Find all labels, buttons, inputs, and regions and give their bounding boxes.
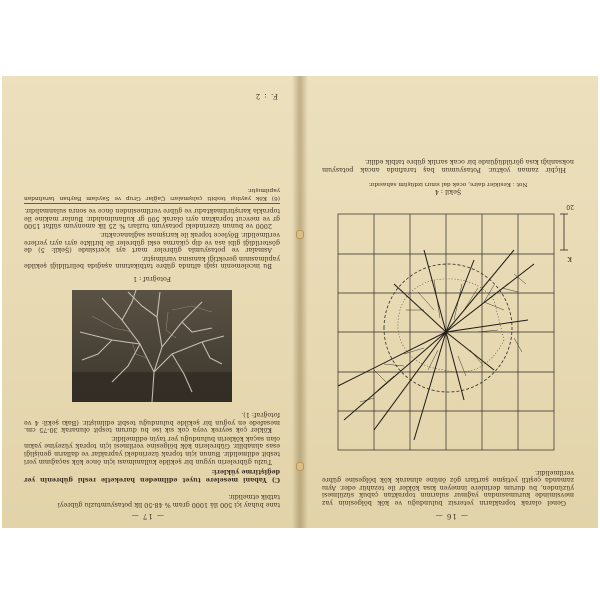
left-paragraph-2: Kökler çok seyrek veya çok sık ise bu durum tespit olunarak 30-75 cm. mesafede en yoğun bir şekilde bulunduğu tesbit edilmiştir. (Bakı şekil: 4 ve fotoğraf: 1). <box>24 411 280 435</box>
photo-block <box>72 275 232 402</box>
figure-4 <box>322 198 574 460</box>
figure-axis-label: K <box>567 255 572 263</box>
left-page-signature: F. : 2 <box>254 92 278 100</box>
open-book <box>2 76 598 528</box>
left-page-content <box>24 185 280 508</box>
page-left <box>2 76 300 528</box>
binding-staple-bottom <box>296 462 304 471</box>
left-lower-paragraph-2: Asmalar ve potasyumla gübreler mart ayı içerisinde (Şekil: 5) de gösterildiği gibi asa ve dip çıkarma eski gübreler ile birlikte ayrı ayrı yerlere verilmelidir. Böylece toprak ile karışması sağlanacaktır. <box>24 231 280 255</box>
section-heading: C) Yabani meselere tuyet edilmeden hareketle reshi gübrenin yer değiştirme yükleri: <box>24 468 280 484</box>
photo-caption: Fotoğraf : 1 <box>133 275 171 284</box>
left-top-line-2: tatbik etmelidir. <box>228 493 280 502</box>
left-top-line-1: tane buhay içi 500 ilâ 1000 gram % 48-50 lik potasyumtuzlu gübreyi <box>57 501 280 509</box>
right-top-paragraph: Genel olarak toprakların yetersiz bulunduğu ve kök bölgesinin yaz mevsiminde kurumasından yağmur sularının topraktan çabuk süzülmesi yüzünden, bu durum derinlere inmeyen kısa kökler ile tezahür eder. Aynı zamanda çeşitli yetişme şartları göz önüne alınarak kök bölgesine gübre verilmelidir. <box>322 468 574 507</box>
root-photo <box>72 290 232 402</box>
page-right <box>300 76 598 528</box>
left-lower-paragraph-3: 2000 ve bunun üzerindeki potasyum tuzları % 25 lik amonyum sülfat 1500 gr ve mevcut topraktan ayrı olarak 500 gr kullanılmalıdır. Bunlar makine ile toprakla karıştırılmaktadır ve gübre verilmesinden önce ve sonra sulanmalıdır. <box>24 207 280 231</box>
right-page-content <box>322 157 574 506</box>
left-page-number: — 17 — <box>130 512 164 520</box>
root-distribution-diagram <box>322 198 574 460</box>
figure-caption: Şekil : 4 <box>434 188 462 197</box>
figure-note: Not : Kesikler daire, ocak dal sınırı izdüşüm sahasıdır. <box>368 181 528 188</box>
binding-staple-top <box>296 230 304 239</box>
left-paragraph-1: Tuzlu gübrelerin uygun bir şekilde kullanılması için önce kök saçağının yeri tesbit edilmelidir. Bunun için toprak üzerindeki yapraklar ve dalların genişliği esas alınabilir. Gübrelerin kök bölgesine verilmesi için toprak yüzeyine yakın olan saçak köklerin bulunduğu yer tayin edilmelidir. <box>24 434 280 466</box>
right-bottom-paragraph: Hiçbir zaman yoktur. Potasyumun baş tarafında ancak potasyum noksanlığı kısa görüldüğünde bir ocak sarılık gübre tatbik edilir. <box>322 158 574 175</box>
figure-scale: 20 <box>566 203 574 211</box>
left-lower-paragraph-1: Bu incelemenin ışığı altında gübre tatbikatının aşağıda belirtildiği şekilde yapılmasının gerektiği kanısına varılmıştır. <box>24 254 280 271</box>
footnote: (6) Kök yayılışı tesbiti çalışmaları Çağlar Grup ve Sayılam Bayhan tarafından yapılmıştır. <box>24 186 280 204</box>
right-page-number: — 16 — <box>434 512 468 520</box>
book-gutter <box>292 76 308 528</box>
